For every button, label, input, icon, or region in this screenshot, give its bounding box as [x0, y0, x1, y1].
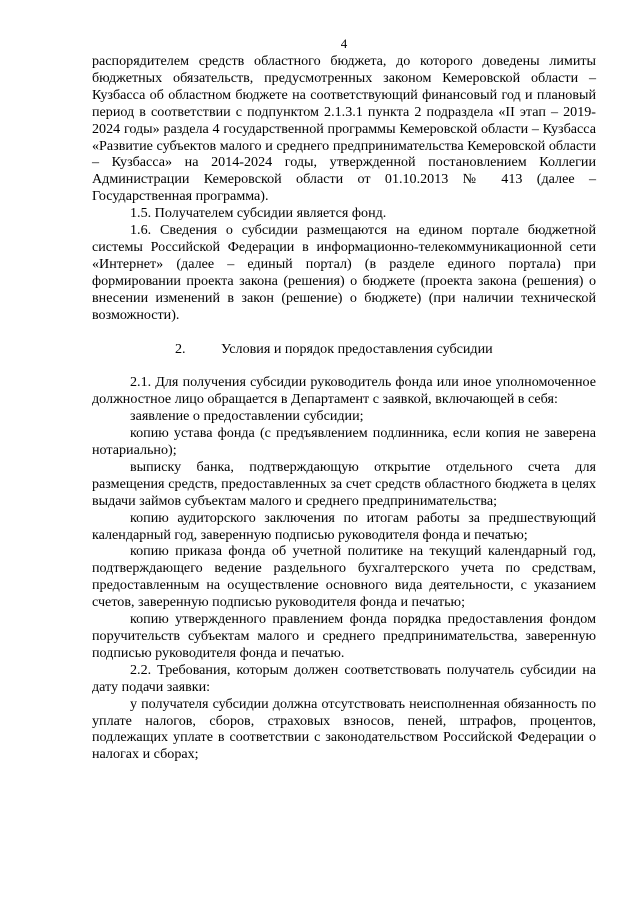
paragraph-2-1: 2.1. Для получения субсидии руководитель фонда или иное уполномоченное должностное лицо обращается в Департамент с заявкой, включающей в себя:: [92, 374, 596, 408]
list-item-tax-obligations: у получателя субсидии должна отсутствовать неисполненная обязанность по уплате налогов, сборов, страховых взносов, пеней, штрафов, процентов, подлежащих уплате в соответствии с законодательством Российской Федерации о налогах и сборах;: [92, 695, 596, 763]
paragraph-2-2: 2.2. Требования, которым должен соответствовать получатель субсидии на дату подачи заявки:: [92, 661, 596, 695]
list-item-bank-statement: выписку банка, подтверждающую открытие отдельного счета для размещения средств, предоставленных за счет средств областного бюджета в целях выдачи займов субъектам малого и среднего предпринимательства;: [92, 458, 596, 509]
list-item-charter-copy: копию устава фонда (с предъявлением подлинника, если копия не заверена нотариально);: [92, 425, 596, 459]
list-item-audit-report: копию аудиторского заключения по итогам работы за предшествующий календарный год, заверенную подписью руководителя фонда и печатью;: [92, 509, 596, 543]
page-number: 4: [340, 36, 348, 51]
section-number: 2.: [175, 340, 186, 357]
paragraph-1-6: 1.6. Сведения о субсидии размещаются на едином портале бюджетной системы Российской Федерации в информационно-телекоммуникационной сети «Интернет» (далее – единый портал) (в разделе единого портала) при формировании проекта закона (решения) о бюджете (проекта закона (решения) о внесении изменений в закон (решение) о бюджете) (при наличии технической возможности).: [92, 222, 596, 323]
list-item-accounting-policy: копию приказа фонда об учетной политике на текущий календарный год, подтверждающего ведение раздельного бухгалтерского учета по средствам, предоставленным на осуществление основного вида деятельности, с указанием счетов, заверенную подписью руководителя фонда и печатью;: [92, 543, 596, 611]
paragraph-1-5: 1.5. Получателем субсидии является фонд.: [130, 205, 387, 222]
section-title: Условия и порядок предоставления субсидии: [221, 340, 493, 357]
list-item-guarantee-procedure: копию утвержденного правлением фонда порядка предоставления фондом поручительств субъектам малого и среднего предпринимательства, заверенную подписью руководителя фонда и печатью.: [92, 611, 596, 661]
section-heading: [92, 341, 596, 358]
paragraph-continuation: распорядителем средств областного бюджета, до которого доведены лимиты бюджетных обязательств, предусмотренных законом Кемеровской области – Кузбасса об областном бюджете на соответствующий финансовый год и плановый период в соответствии с подпунктом 2.1.3.1 пункта 2 подраздела «II этап – 2019-2024 годы» раздела 4 государственной программы Кемеровской области – Кузбасса «Развитие субъектов малого и среднего предпринимательства Кемеровской области – Кузбасса» на 2014-2024 годы, утвержденной постановлением Коллегии Администрации Кемеровской области от 01.10.2013 № 413 (далее – Государственная программа).: [92, 53, 596, 205]
list-item-application: заявление о предоставлении субсидии;: [130, 408, 364, 425]
